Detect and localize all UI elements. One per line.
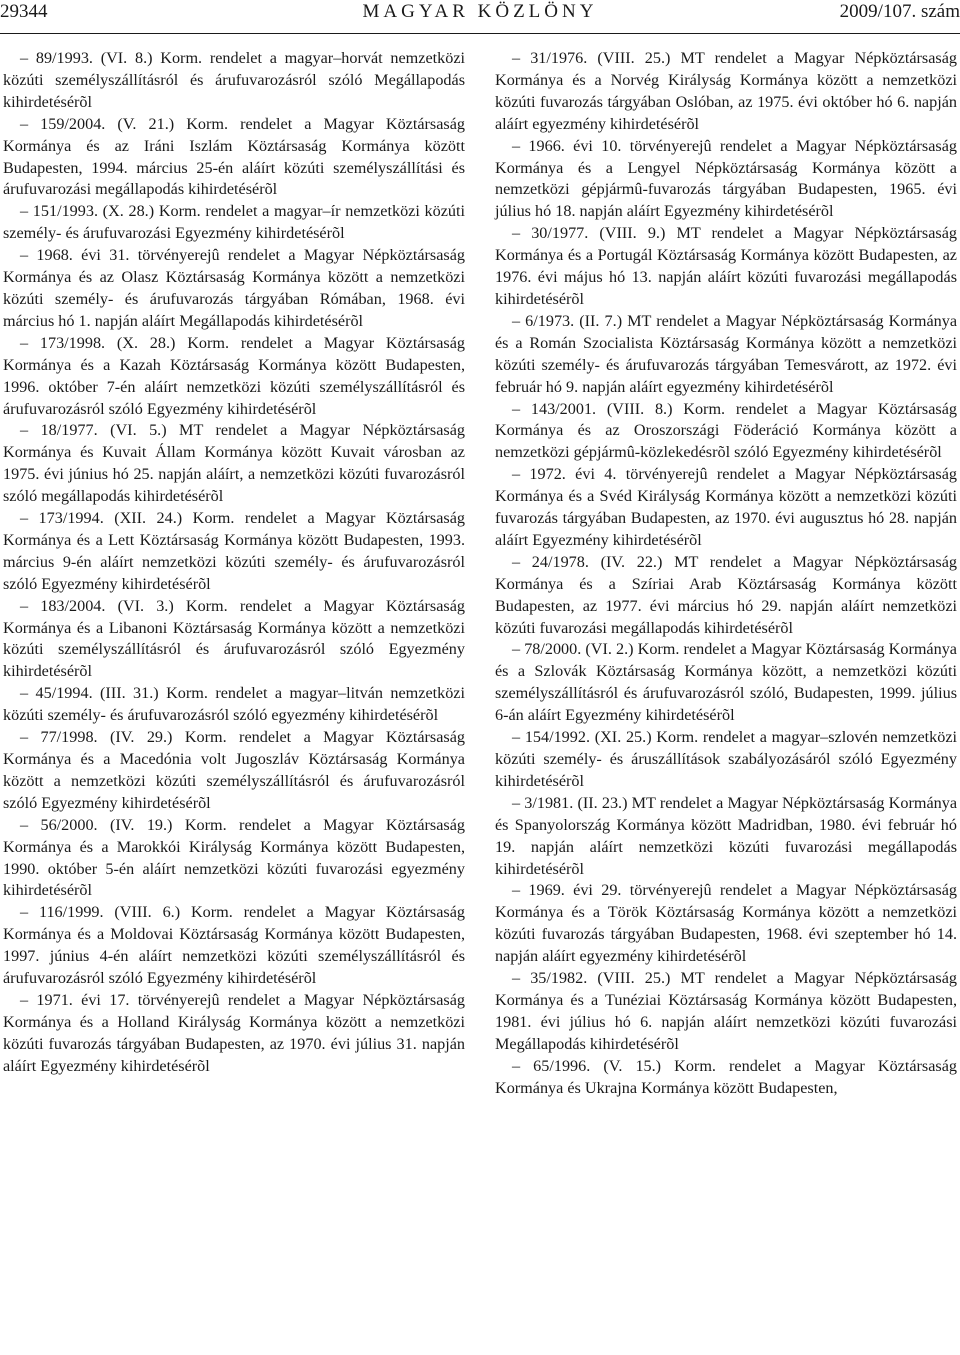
list-item: – 1971. évi 17. törvényerejû rendelet a Magyar Népköztársaság Kormánya és a Holland Királyság Kormánya között a nemzetközi közúti fuvarozás tárgyában Budapesten, az 1970. évi július 31. napján aláírt Egyezmény kihirdetésérõl <box>3 990 465 1075</box>
list-item: – 3/1981. (II. 23.) MT rendelet a Magyar Népköztársaság Kormánya és Spanyolország Kormánya között Madridban, 1980. évi február hó 19. napján aláírt nemzetközi közúti fuvarozási megállapodás kihirdetésérõl <box>495 793 957 878</box>
list-item: – 143/2001. (VIII. 8.) Korm. rendelet a Magyar Köztársaság Kormánya és az Oroszországi Föderáció Kormánya között a nemzetközi gépjármû-közlekedésrõl szóló Egyezmény kihirdetésérõl <box>495 399 957 462</box>
left-column <box>3 48 465 1078</box>
issue-number: 2009/107. szám <box>839 1 960 22</box>
list-item: – 116/1999. (VIII. 6.) Korm. rendelet a Magyar Köztársaság Kormánya és a Moldovai Köztársaság Kormánya között Budapesten, 1997. június 4-én aláírt nemzetközi közúti személyszállításról és árufuvarozásról szóló Egyezmény kihirdetésérõl <box>3 903 465 988</box>
page-number: 29344 <box>0 1 48 22</box>
list-item: – 1969. évi 29. törvényerejû rendelet a Magyar Népköztársaság Kormánya és a Török Köztársaság Kormánya között a nemzetközi közúti fuvarozás tárgyában Budapesten, 1968. évi szeptember hó 14. napján aláírt egyezmény kihirdetésérõl <box>495 881 957 966</box>
list-item: – 159/2004. (V. 21.) Korm. rendelet a Magyar Köztársaság Kormánya és az Iráni Iszlám Köztársaság Kormánya között Budapesten, 1994. március 25-én aláírt közúti személyszállítási és árufuvarozási megállapodás kihirdetésérõl <box>3 114 465 199</box>
list-item: – 35/1982. (VIII. 25.) MT rendelet a Magyar Népköztársaság Kormánya és a Tunéziai Köztársaság Kormánya között Budapesten, 1981. évi július hó 6. napján aláírt nemzetközi közúti fuvarozási Megállapodás kihirdetésérõl <box>495 969 957 1053</box>
list-item: – 173/1998. (X. 28.) Korm. rendelet a Magyar Köztársaság Kormánya és a Kazah Köztársaság Kormánya között Budapesten, 1996. október 7-én aláírt nemzetközi közúti személyszállításról és árufuvarozásról szóló Egyezmény kihirdetésérõl <box>3 333 465 418</box>
page-header <box>0 0 960 34</box>
right-column <box>495 48 957 1100</box>
header-rule <box>0 33 960 34</box>
list-item: – 1966. évi 10. törvényerejû rendelet a Magyar Népköztársaság Kormánya és a Lengyel Népköztársaság Kormánya között a nemzetközi gépjármû-fuvarozás tárgyában Budapesten, 1965. évi július hó 18. napján aláírt Egyezmény kihirdetésérõl <box>495 136 957 221</box>
list-item: – 6/1973. (II. 7.) MT rendelet a Magyar Népköztársaság Kormánya és a Román Szocialista Köztársaság Kormánya között a nemzetközi közúti személy- és árufuvarozás tárgyában Temesvárott, az 1972. évi február hó 9. napján aláírt egyezmény kihirdetésérõl <box>495 311 957 396</box>
list-item: – 65/1996. (V. 15.) Korm. rendelet a Magyar Köztársaság Kormánya és Ukrajna Kormánya között Budapesten, <box>495 1056 957 1097</box>
list-item: – 173/1994. (XII. 24.) Korm. rendelet a Magyar Köztársaság Kormánya és a Lett Köztársaság Kormánya között Budapesten, 1993. március 9-én aláírt nemzetközi közúti személy- és árufuvarozásról szóló Egyezmény kihirdetésérõl <box>3 509 465 593</box>
list-item: – 78/2000. (VI. 2.) Korm. rendelet a Magyar Köztársaság Kormánya és a Szlovák Köztársaság Kormánya között, a nemzetközi közúti személyszállításról és árufuvarozásról szóló, Budapesten, 1999. július 6-án aláírt Egyezmény kihirdetésérõl <box>495 640 957 725</box>
list-item: – 18/1977. (VI. 5.) MT rendelet a Magyar Népköztársaság Kormánya és Kuvait Állam Kormánya között Kuvait városban az 1975. évi június hó 25. napján aláírt, a nemzetközi közúti fuvarozásról szóló megállapodás kihirdetésérõl <box>3 421 465 506</box>
list-item: – 1972. évi 4. törvényerejû rendelet a Magyar Népköztársaság Kormánya és a Svéd Királyság Kormánya között a nemzetközi közúti fuvarozás tárgyában Budapesten, az 1970. évi augusztus hó 28. napján aláírt Egyezmény kihirdetésérõl <box>495 465 957 549</box>
list-item: – 56/2000. (IV. 19.) Korm. rendelet a Magyar Köztársaság Kormánya és a Marokkói Királyság Kormánya között Budapesten, 1990. október 5-én aláírt nemzetközi közúti fuvarozási egyezmény kihirdetésérõl <box>3 815 465 900</box>
list-item: – 45/1994. (III. 31.) Korm. rendelet a magyar–litván nemzetközi közúti személy- és árufuvarozásról szóló egyezmény kihirdetésérõl <box>3 684 465 725</box>
list-item: – 154/1992. (XI. 25.) Korm. rendelet a magyar–szlovén nemzetközi közúti személy- és áruszállítások szabályozásáról szóló Egyezmény kihirdetésérõl <box>495 728 957 790</box>
list-item: – 31/1976. (VIII. 25.) MT rendelet a Magyar Népköztársaság Kormánya és a Norvég Királyság Kormánya között a nemzetközi közúti fuvarozás tárgyában Oslóban, az 1975. évi október hó 6. napján aláírt egyezmény kihirdetésérõl <box>495 49 957 133</box>
list-item: – 183/2004. (VI. 3.) Korm. rendelet a Magyar Köztársaság Kormánya és a Libanoni Köztársaság Kormánya között a nemzetközi közúti személyszállításról és árufuvarozásról szóló Egyezmény kihirdetésérõl <box>3 596 465 681</box>
list-item: – 77/1998. (IV. 29.) Korm. rendelet a Magyar Köztársaság Kormánya és a Macedónia volt Jugoszláv Köztársaság Kormánya között a nemzetközi közúti személyszállításról és árufuvarozásról szóló Egyezmény kihirdetésérõl <box>3 728 465 812</box>
list-item: – 151/1993. (X. 28.) Korm. rendelet a magyar–ír nemzetközi közúti személy- és árufuvarozási Egyezmény kihirdetésérõl <box>3 202 465 243</box>
journal-title: MAGYAR KÖZLÖNY <box>362 1 598 22</box>
list-item: – 1968. évi 31. törvényerejû rendelet a Magyar Népköztársaság Kormánya és az Olasz Köztársaság Kormánya között a nemzetközi közúti személy- és árufuvarozás tárgyában Rómában, 1968. évi március hó 1. napján aláírt Megállapodás kihirdetésérõl <box>3 246 465 330</box>
list-item: – 89/1993. (VI. 8.) Korm. rendelet a magyar–horvát nemzetközi közúti személyszállításról és árufuvarozásról szóló Megállapodás kihirdetésérõl <box>3 49 465 111</box>
list-item: – 30/1977. (VIII. 9.) MT rendelet a Magyar Népköztársaság Kormánya és a Portugál Köztársaság Kormánya között Budapesten, az 1976. évi május hó 13. napján aláírt közúti fuvarozási megállapodás kihirdetésérõl <box>495 224 957 308</box>
list-item: – 24/1978. (IV. 22.) MT rendelet a Magyar Népköztársaság Kormánya és a Szíriai Arab Köztársaság Kormánya között Budapesten, az 1977. évi március hó 29. napján aláírt nemzetközi közúti fuvarozási megállapodás kihirdetésérõl <box>495 552 957 637</box>
